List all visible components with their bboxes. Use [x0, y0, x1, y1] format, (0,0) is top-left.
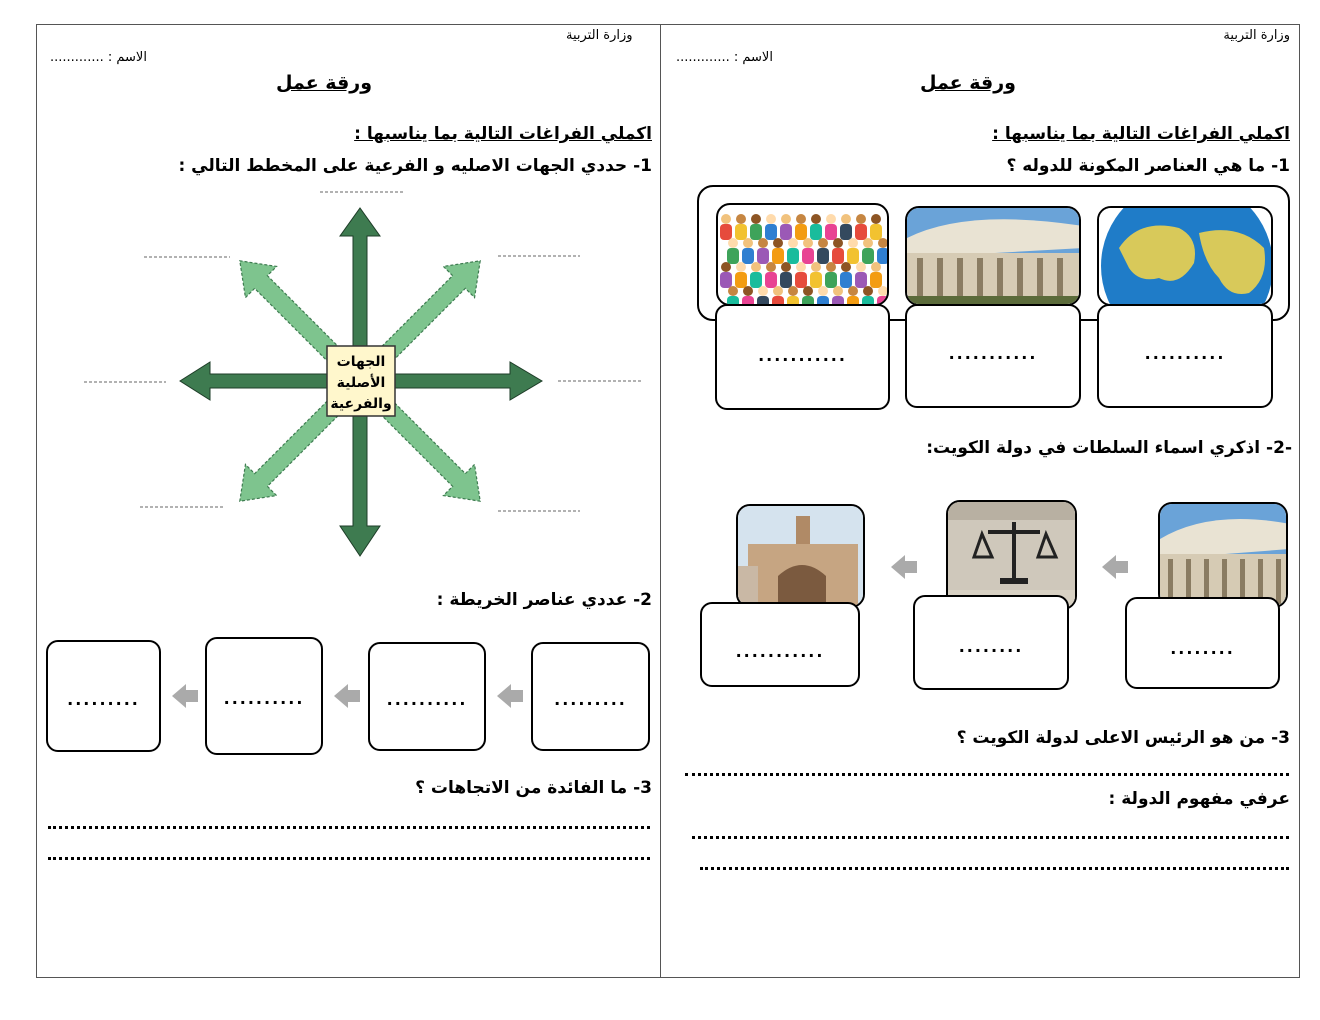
compass-center-label-3: والفرعية — [330, 396, 392, 412]
q3-answer-line[interactable] — [685, 773, 1289, 776]
q1-answer-box-1[interactable] — [1097, 304, 1273, 408]
map-element-blank-4: ......... — [67, 690, 140, 709]
q2-answer-box-3[interactable] — [700, 602, 860, 687]
q1-blank-3: ........... — [758, 346, 847, 365]
map-element-blank-2: .......... — [386, 690, 468, 709]
q1-answer-box-2[interactable] — [905, 304, 1081, 408]
arrow-left-icon — [172, 684, 186, 708]
q4-answer-line-2[interactable] — [700, 867, 1289, 870]
page-divider — [660, 24, 661, 978]
q2-blank-3: ........... — [735, 642, 825, 661]
arrow-left-icon — [497, 684, 511, 708]
right-q2: -2- اذكري اسماء السلطات في دولة الكويت: — [926, 438, 1292, 458]
justice-scales-icon — [946, 500, 1077, 610]
left-name-field[interactable]: الاسم : ............. — [50, 50, 147, 65]
q1-blank-2: ........... — [948, 344, 1038, 363]
arrow-left-icon — [334, 684, 348, 708]
right-q1: 1- ما هي العناصر المكونة للدوله ؟ — [1006, 156, 1290, 176]
left-q3-answer-line-2[interactable] — [48, 857, 650, 860]
compass-center-label-2: الأصلية — [336, 375, 386, 391]
globe-icon — [1097, 206, 1273, 306]
crowd-icon — [716, 203, 889, 306]
map-element-box-2[interactable] — [368, 642, 486, 751]
right-q4: عرفي مفهوم الدولة : — [1108, 789, 1290, 809]
left-q2: 2- عددي عناصر الخريطة : — [436, 590, 652, 610]
left-q3-answer-line-1[interactable] — [48, 826, 650, 829]
arrow-left-icon — [1102, 555, 1116, 579]
q1-blank-1: .......... — [1144, 344, 1226, 363]
right-ministry: وزارة التربية — [1223, 28, 1290, 43]
q2-blank-1: ........ — [1170, 639, 1235, 658]
left-title: ورقة عمل — [276, 72, 373, 94]
q4-answer-line-1[interactable] — [692, 836, 1289, 839]
map-element-blank-1: ......... — [554, 690, 627, 709]
right-name-field[interactable]: الاسم : ............. — [676, 50, 773, 65]
map-element-blank-3: .......... — [223, 689, 305, 708]
right-q3: 3- من هو الرئيس الاعلى لدولة الكويت ؟ — [956, 728, 1290, 748]
left-q1: 1- حددي الجهات الاصليه و الفرعية على المخطط التالي : — [178, 156, 652, 176]
left-instruction: اكملي الفراغات التالية بما يناسبها : — [354, 124, 652, 144]
map-element-box-4[interactable] — [46, 640, 161, 752]
map-element-box-3[interactable] — [205, 637, 323, 755]
palace-gate-icon — [736, 504, 865, 608]
q2-answer-box-2[interactable] — [913, 595, 1069, 690]
q2-answer-box-1[interactable] — [1125, 597, 1280, 689]
right-instruction: اكملي الفراغات التالية بما يناسبها : — [992, 124, 1290, 144]
q2-blank-2: ........ — [958, 637, 1024, 656]
left-ministry: وزارة التربية — [566, 28, 633, 43]
compass-diagram — [80, 186, 650, 566]
arrow-left-icon — [891, 555, 905, 579]
map-element-box-1[interactable] — [531, 642, 650, 751]
left-q3: 3- ما الفائدة من الاتجاهات ؟ — [415, 778, 652, 798]
parliament-building-icon — [905, 206, 1081, 306]
q1-answer-box-3[interactable] — [715, 304, 890, 410]
compass-center-label-1: الجهات — [336, 354, 386, 370]
right-title: ورقة عمل — [919, 72, 1016, 94]
parliament-building-icon — [1158, 502, 1288, 608]
